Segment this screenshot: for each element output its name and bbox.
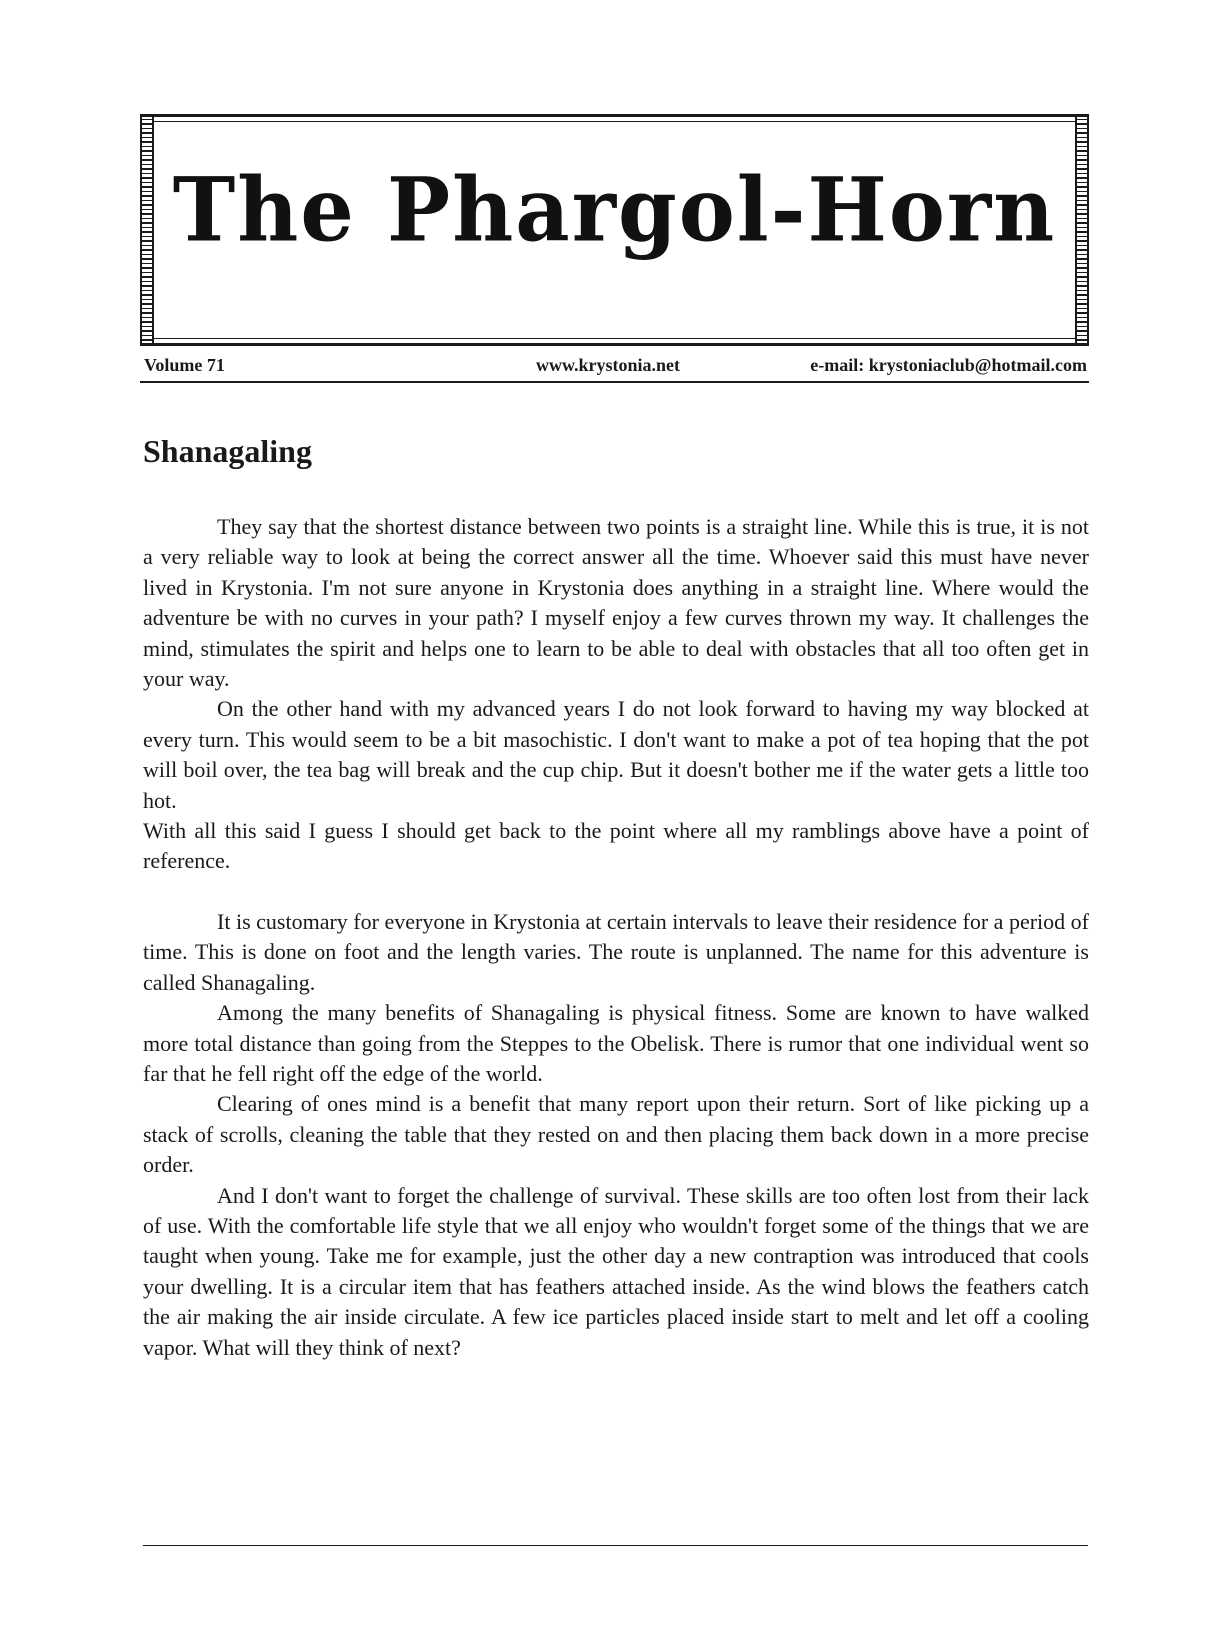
- article-paragraph: Clearing of ones mind is a benefit that many report upon their return. Sort of like picking up a stack of scrolls, cleaning the table that they rested on and then placing them back down in a more precise order.: [143, 1091, 1089, 1178]
- email-address[interactable]: e-mail: krystoniaclub@hotmail.com: [810, 355, 1087, 375]
- article-paragraph: Among the many benefits of Shanagaling is physical fitness. Some are known to have walked more total distance than going from the Steppes to the Obelisk. There is rumor that one individual went so far that he fell right off the edge of the world.: [143, 1000, 1089, 1086]
- article-paragraph: It is customary for everyone in Krystonia at certain intervals to leave their residence for a period of time. This is done on foot and the length varies. The route is unplanned. The name for this adventure is called Shanagaling.: [143, 908, 1089, 995]
- masthead-top-rule: [140, 114, 1089, 117]
- article-paragraph: On the other hand with my advanced years I do not look forward to having my way blocked at every turn. This would seem to be a bit masochistic. I don't want to make a pot of tea hoping that the pot will boil over, the tea bag will break and the cup chip. But it doesn't bother me if the water gets a little too hot.: [143, 696, 1089, 813]
- masthead-top-inner-rule: [154, 121, 1075, 122]
- masthead-title: The Phargol-Horn: [172, 157, 1057, 262]
- masthead-right-chain-border: [1075, 114, 1089, 346]
- article-heading: Shanagaling: [143, 433, 312, 469]
- masthead-frame: [140, 114, 1089, 346]
- masthead-bottom-rule: [140, 343, 1089, 346]
- masthead-bottom-inner-rule: [154, 338, 1075, 339]
- article-paragraph: And I don't want to forget the challenge of survival. These skills are too often lost from their lack of use. With the comfortable life style that we all enjoy who wouldn't forget some of the things that we are taught when young. Take me for example, just the other day a new contraption was introduced that cools your dwelling. It is a circular item that has feathers attached inside. As the wind blows the feathers catch the air making the air inside circulate. A few ice particles placed inside start to melt and let off a cooling vapor. What will they think of next?: [143, 1182, 1089, 1360]
- meta-divider: [140, 381, 1089, 383]
- masthead-meta-row: [142, 353, 1087, 379]
- volume-number: Volume 71: [144, 355, 225, 375]
- article-body: [143, 512, 1089, 1363]
- article-paragraph: They say that the shortest distance between two points is a straight line. While this is true, it is not a very reliable way to look at being the correct answer all the time. Whoever said this must have never lived in Krystonia. I'm not sure anyone in Krystonia does anything in a straight line. Where would the adventure be with no curves in your path? I myself enjoy a few curves thrown my way. It challenges the mind, stimulates the spirit and helps one to learn to be able to deal with obstacles that all too often get in your way.: [143, 514, 1089, 692]
- footer-divider: [143, 1545, 1088, 1546]
- masthead-left-chain-border: [140, 114, 154, 346]
- website-link[interactable]: www.krystonia.net: [536, 355, 681, 375]
- article-paragraph: With all this said I guess I should get back to the point where all my ramblings above have a point of reference.: [143, 818, 1089, 874]
